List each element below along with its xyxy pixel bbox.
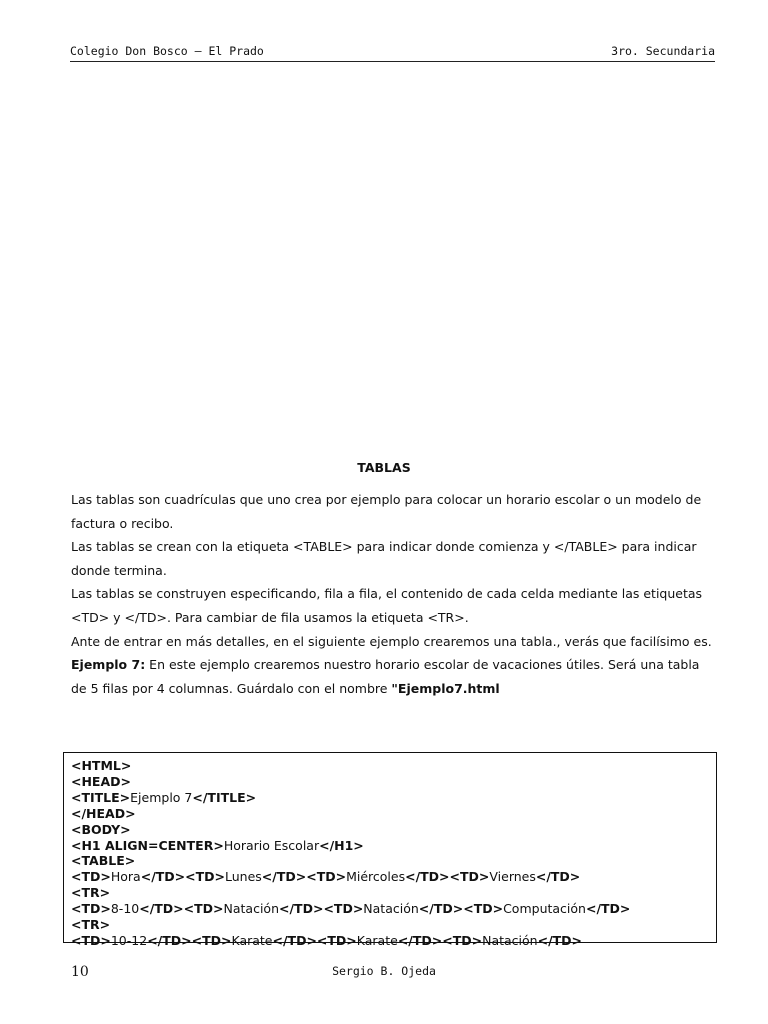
- code-tag: </TD>: [405, 869, 450, 885]
- example-text: En este ejemplo crearemos nuestro horario escolar de vacaciones útiles. Será una tabla de 5 filas por 4 columnas. Guárdalo con el nombre: [71, 657, 700, 696]
- code-tag: <TD>: [191, 932, 232, 948]
- code-tag: </TD>: [272, 932, 317, 948]
- header-school: Colegio Don Bosco – El Prado: [70, 44, 264, 58]
- code-text: Ejemplo 7: [130, 789, 193, 805]
- section-title: TABLAS: [357, 460, 411, 475]
- page-footer: [0, 962, 768, 982]
- code-tag: <TD>: [71, 869, 111, 885]
- code-cell: Hora: [110, 869, 141, 885]
- code-line-h1: [71, 838, 716, 854]
- code-line-tr: <TR>: [71, 885, 111, 901]
- example-label: Ejemplo 7:: [71, 657, 146, 673]
- code-tag: </TD>: [418, 901, 464, 917]
- paragraph-example: [71, 653, 717, 700]
- code-tag: <TD>: [185, 869, 225, 885]
- code-tag: </H1>: [319, 837, 364, 853]
- code-tag: <TD>: [316, 932, 357, 948]
- code-cell: Computación: [503, 901, 586, 917]
- code-tag: <TD>: [449, 869, 490, 885]
- code-line-tr: <TR>: [71, 917, 111, 933]
- page-number: 10: [71, 964, 89, 980]
- code-line-row1: [71, 869, 716, 885]
- paragraph-table-tag: Las tablas se crean con la etiqueta <TABLE> para indicar donde comienza y </TABLE> para indicar donde termina.: [71, 539, 697, 578]
- code-line-head-close: </HEAD>: [71, 805, 136, 821]
- code-cell: Natación: [482, 932, 538, 948]
- code-tag: <TD>: [71, 932, 111, 948]
- code-tag: <TD>: [442, 932, 483, 948]
- footer-author: Sergio B. Ojeda: [332, 964, 436, 978]
- code-tag: <TITLE>: [71, 789, 131, 805]
- code-line-table: <TABLE>: [71, 853, 136, 869]
- code-tag: </TD>: [279, 901, 324, 917]
- code-tag: <TD>: [323, 901, 364, 917]
- code-listing: [63, 752, 717, 948]
- code-line-title: [71, 790, 716, 806]
- code-tag: </TD>: [535, 869, 581, 885]
- code-tag: </TITLE>: [192, 789, 257, 805]
- paragraph-rows: Las tablas se construyen especificando, fila a fila, el contenido de cada celda mediante las etiquetas <TD> y </TD>. Para cambiar de fila usamos la etiqueta <TR>.: [71, 586, 703, 625]
- code-tag: </TD>: [147, 932, 192, 948]
- code-tag: <TD>: [306, 869, 347, 885]
- code-tag: </TD>: [139, 901, 184, 917]
- code-cell: Karate: [231, 932, 273, 948]
- code-cell: 10-12: [110, 932, 148, 948]
- code-cell: 8-10: [110, 901, 140, 917]
- code-line-row3: [71, 933, 716, 949]
- code-cell: Karate: [356, 932, 398, 948]
- paragraph-intro: Las tablas son cuadrículas que uno crea por ejemplo para colocar un horario escolar o un modelo de factura o recibo.: [71, 492, 702, 531]
- body-text: [71, 488, 717, 700]
- code-tag: </TD>: [537, 932, 583, 948]
- code-tag: <TD>: [183, 901, 224, 917]
- code-tag: </TD>: [397, 932, 443, 948]
- code-tag: </TD>: [140, 869, 186, 885]
- code-tag: </TD>: [585, 901, 631, 917]
- code-line-head: <HEAD>: [71, 773, 131, 789]
- code-line-body: <BODY>: [71, 821, 131, 837]
- code-tag: <TD>: [463, 901, 504, 917]
- code-cell: Natación: [223, 901, 280, 917]
- example-filename: "Ejemplo7.html: [391, 680, 500, 696]
- paragraph-preview: Ante de entrar en más detalles, en el siguiente ejemplo crearemos una tabla., verás que facilísimo es.: [71, 633, 712, 649]
- page-header: [70, 44, 715, 62]
- code-line-html: <HTML>: [71, 758, 132, 773]
- code-cell: Lunes: [225, 869, 262, 885]
- code-text: Horario Escolar: [223, 837, 320, 853]
- code-tag: </TD>: [261, 869, 307, 885]
- header-grade: 3ro. Secundaria: [611, 44, 715, 58]
- code-cell: Miércoles: [346, 869, 406, 885]
- code-cell: Natación: [363, 901, 419, 917]
- code-tag: <TD>: [71, 901, 111, 917]
- code-line-row2: [71, 901, 716, 917]
- code-cell: Viernes: [489, 869, 536, 885]
- code-tag: <H1 ALIGN=CENTER>: [71, 837, 224, 853]
